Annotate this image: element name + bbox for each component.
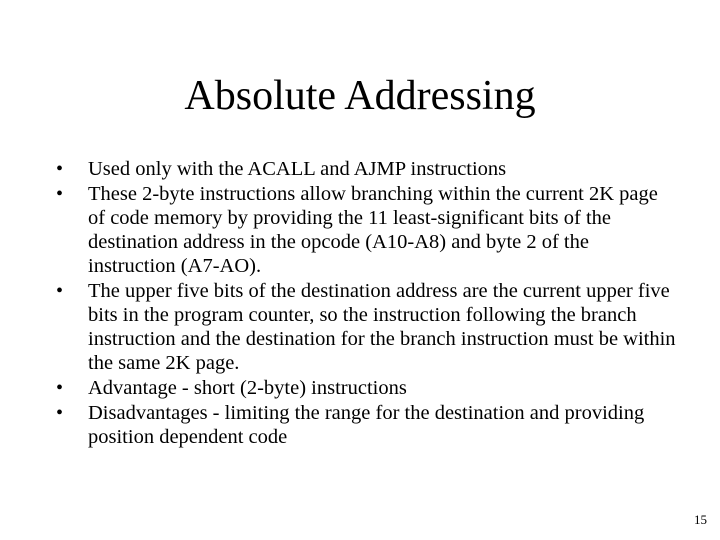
bullet-list	[56, 157, 676, 450]
bullet-text: Used only with the ACALL and AJMP instructions	[88, 158, 507, 180]
bullet-text: The upper five bits of the destination address are the current upper five bits in the program counter, so the instruction following the branch instruction and the destination for the branch instruction must be within the same 2K page.	[88, 280, 676, 374]
bullet-icon: •	[56, 183, 64, 205]
bullet-item	[56, 157, 676, 181]
bullet-icon: •	[56, 377, 64, 399]
bullet-icon: •	[56, 280, 64, 302]
bullet-item	[56, 401, 676, 449]
bullet-text: These 2-byte instructions allow branching within the current 2K page of code memory by providing the 11 least-significant bits of the destination address in the opcode (A10-A8) and byte 2 of the instruction (A7-AO).	[88, 183, 658, 277]
bullet-icon: •	[56, 158, 64, 180]
bullet-item	[56, 376, 676, 400]
bullet-item	[56, 182, 676, 278]
bullet-text: Disadvantages - limiting the range for the destination and providing position dependent code	[88, 402, 645, 448]
bullet-text: Advantage - short (2-byte) instructions	[88, 377, 407, 399]
slide-title: Absolute Addressing	[184, 73, 536, 119]
page-number: 15	[694, 512, 707, 527]
bullet-item	[56, 279, 676, 375]
bullet-icon: •	[56, 402, 64, 424]
